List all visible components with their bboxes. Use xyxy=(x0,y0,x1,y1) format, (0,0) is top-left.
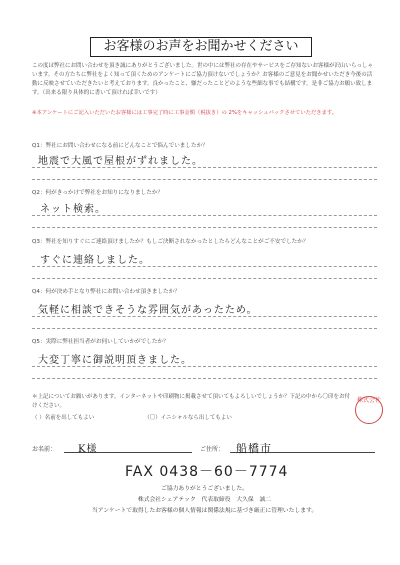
answer-line xyxy=(32,378,377,379)
name-field[interactable]: K様 xyxy=(64,440,192,453)
consent-option-name[interactable]: （ ）名前を出してもよい xyxy=(32,415,95,421)
answer-line xyxy=(32,227,377,228)
question-2: Q2：何がきっかけで弊社をお知りになりましたか？ xyxy=(32,190,164,196)
intro-text: この度は弊社にお問い合わせを頂き誠にありがとうございました。世の中には弊社の存在やサービスをご存知ないお客様が沢山いらっしゃいます。その方たちに弊社をよく知って頂くためのアンケートにご協力頂けないでしょうか？お客様のご意見をお聞かせいただき今後の活動に反映させていただきたいと考えております。良かったこと、嫌だったことどのような些細な事でも結構です。是非ご協力お願い致します。（出来る限り具体的に書いて頂ければ幸いです） xyxy=(32,63,374,96)
question-4: Q4：何が決め手となり弊社にお問い合わせ頂きましたか？ xyxy=(32,289,180,295)
answer-line xyxy=(32,266,377,267)
company-name: 株式会社シェアテック 代表取締役 大久保 誠二 xyxy=(137,497,272,503)
answer-5[interactable]: 大変丁寧に御説明頂きました。 xyxy=(38,355,192,366)
answer-line xyxy=(32,179,377,180)
name-label: お名前： xyxy=(32,446,57,453)
answer-line xyxy=(32,366,377,367)
answer-3[interactable]: すぐに連絡しました。 xyxy=(40,255,150,266)
answer-2[interactable]: ネット検索。 xyxy=(40,204,106,215)
answer-1[interactable]: 地震で大風で屋根がずれました。 xyxy=(38,156,203,167)
answer-line xyxy=(32,328,377,329)
question-5: Q5：実際に弊社担当者がお伺いしていかがでしたか？ xyxy=(32,339,169,345)
address-field[interactable]: 船橋市 xyxy=(230,440,375,453)
fax-number: FAX 0438－60－7774 xyxy=(125,464,289,480)
answer-line xyxy=(32,167,377,168)
thanks-text: ご協力ありがとうございました。 xyxy=(161,486,248,492)
address-label: ご住所： xyxy=(200,446,225,453)
answer-line xyxy=(32,278,377,279)
privacy-text: 当アンケートで取得したお客様の個人情報は関係法規に基づき厳正に管理いたします。 xyxy=(91,508,318,514)
cashback-note: ※本アンケートにご記入いただいたお客様には工事完了時に工事金額（税抜き）の 2%をキャッシュバックさせていただきます。 xyxy=(32,110,338,116)
question-3: Q3：弊社を知りすぐにご連絡頂けましたか？もしご決断されなかったとしたらどんなことがご不安でしたか？ xyxy=(32,239,309,245)
company-stamp: 株式会社 xyxy=(355,396,383,424)
answer-line xyxy=(32,316,377,317)
question-1: Q1：弊社にお問い合わせになる前にどんなことで悩んでいましたか？ xyxy=(32,143,208,149)
answer-4[interactable]: 気軽に相談できそうな雰囲気があったため。 xyxy=(38,305,258,316)
answer-line xyxy=(32,215,377,216)
consent-intro: ＊上記についてお願いがあります。インターネットや印刷物に掲載させて頂いてもよろしいでしょうか？下記の中から〇印をお付けください。 xyxy=(32,394,350,409)
consent-option-initial[interactable]: （〇）イニシャルなら出してもよい xyxy=(144,415,232,421)
footer xyxy=(32,484,377,517)
page-title: お客様のお声をお聞かせください xyxy=(90,37,312,57)
